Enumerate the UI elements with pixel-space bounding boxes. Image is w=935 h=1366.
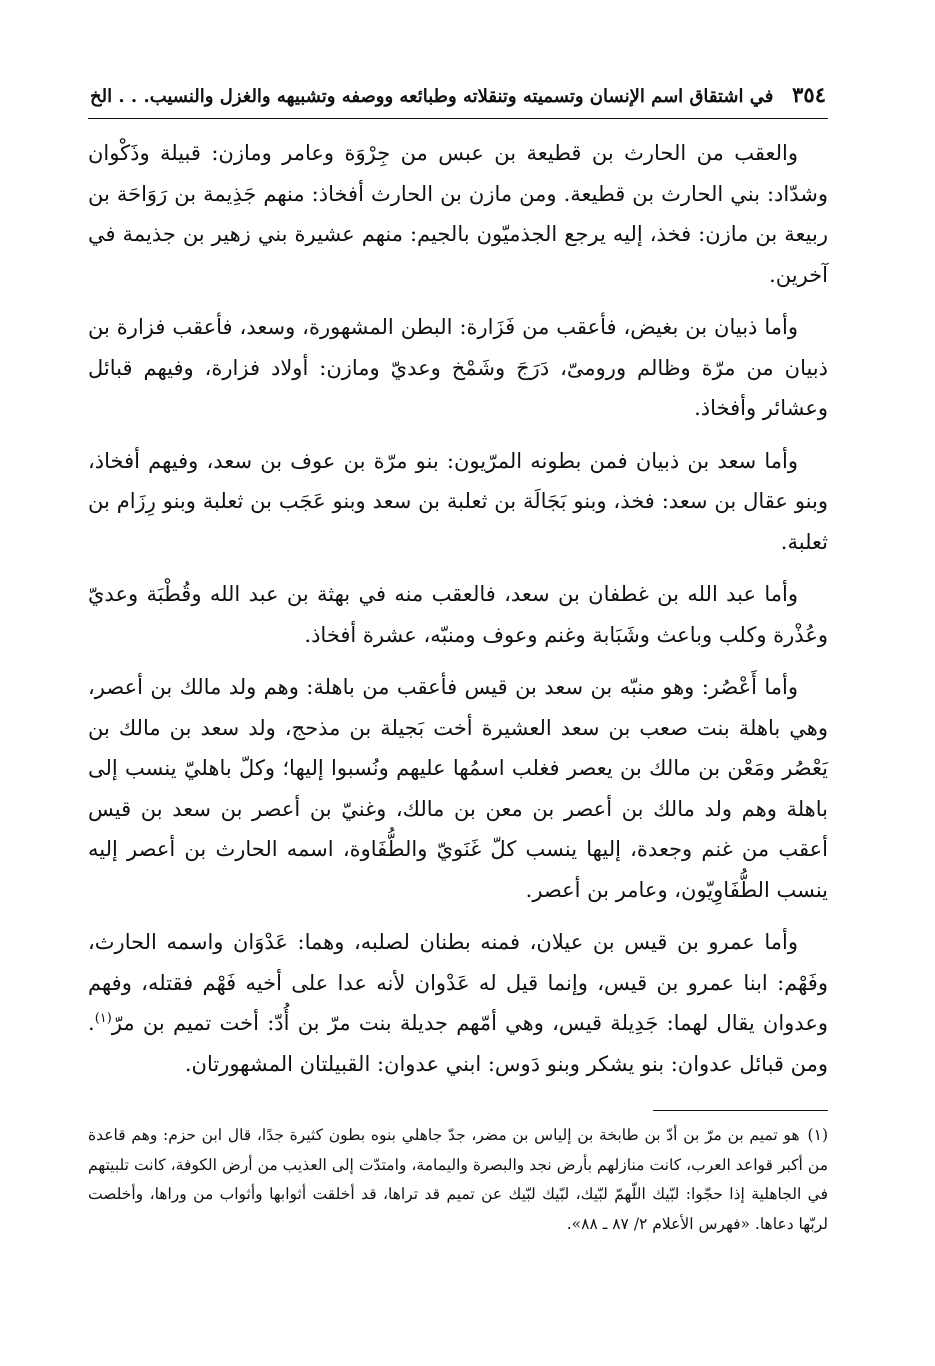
paragraph [88,922,828,1084]
paragraph-text: وأما عمرو بن قيس بن عيلان، فمنه بطنان لصلبه، وهما: عَدْوَان واسمه الحارث، وفَهْم: ابنا عمرو بن قيس، وإنما قيل له عَدْوان لأنه عدا على أخيه فَهْم فقتله، وفهم وعدوان يقال لهما: جَدِيلة قيس، وهي أمّهم جديلة بنت مرّ بن أُدّ: أخت تميم بن مرّ [88,930,828,1035]
paragraph: وأما سعد بن ذبيان فمن بطونه المرّيون: بنو مرّة بن عوف بن سعد، وفيهم أفخاذ، وبنو عقال بن سعد: فخذ، وبنو بَجَالَة بن ثعلبة بن سعد وبنو عَجَب بن ثعلبة وبنو رِزَام بن ثعلبة. [88,448,828,554]
paragraph: وأما أَعْصُر: وهو منبّه بن سعد بن قيس فأعقب من باهلة: وهم ولد مالك بن أعصر، وهي باهلة بنت صعب بن سعد العشيرة أخت بَجيلة بن مذحج، ولد سعد بن مالك بن يَعْصُر ومَعْن بن مالك بن يعصر فغلب اسمُها عليهم ونُسبوا إليها؛ وكلّ باهليّ ينسب إلى باهلة وهم ولد مالك بن أعصر بن معن بن مالك، وغنيّ بن أعصر بن سعد بن قيس أعقب من غنم وجعدة، إليها ينسب كلّ غَنَويّ والطُّفَاوة، اسمه الحارث بن أعصر إليه ينسب الطُّفَاوِيّون، وعامر بن أعصر. [88,675,828,902]
chapter-title: في اشتقاق اسم الإنسان وتسميته وتنقلاته وطبائعه ووصفه وتشبيهه والغزل والنسيب. . . الخ [90,86,774,107]
page-number: ٣٥٤ [792,82,826,107]
footnote-marker: (١) [807,1126,828,1144]
running-header [88,78,828,119]
main-text [88,133,828,1084]
paragraph-text: . ومن قبائل عدوان: بنو يشكر وبنو دَوس: ابني عدوان: القبيلتان المشهورتان. [88,1011,828,1076]
footnote-divider [653,1110,828,1111]
footnote-reference[interactable]: (١) [94,1011,112,1026]
paragraph: والعقب من الحارث بن قطيعة بن عبس من جِرْوَة وعامر ومازن: قبيلة وذَكْوان وشدّاد: بني الحارث بن قطيعة. ومن مازن بن الحارث أفخاذ: منهم جَذِيمة بن رَوَاحَة بن ربيعة بن مازن: فخذ، إليه يرجع الجذميّون بالجيم: منهم عشيرة بني زهير بن جذيمة في آخرين. [88,141,828,287]
footnote [88,1121,828,1239]
paragraph: وأما عبد الله بن غطفان بن سعد، فالعقب منه في بهثة بن عبد الله وقُطْبَة وعديّ وعُذْرة وكلب وباعث وشَبَابة وغنم وعوف ومنبّه، عشرة أفخاذ. [88,582,828,647]
book-page [88,78,828,1239]
footnote-text: هو تميم بن مرّ بن أدّ بن طابخة بن إلياس بن مضر، جدّ جاهلي بنوه بطون كثيرة جدًا، قال ابن حزم: وهم قاعدة من أكبر قواعد العرب، كانت منازلهم بأرض نجد والبصرة واليمامة، وامتدّت إلى العذيب من أرض الكوفة، كانت تلبيتهم في الجاهلية إذا حجّوا: لبّيك اللّهمّ لبّيك، لبّيك لبّيك عن تميم قد تراها، قد أخلقت أثوابها وأثواب من وراها، وأخلصت لربّها دعاها. «فهرس الأعلام ٢/ ٨٧ ـ ٨٨». [88,1126,828,1233]
paragraph: وأما ذبيان بن بغيض، فأعقب من فَزَارة: البطن المشهورة، وسعد، فأعقب فزارة بن ذبيان من مرّة وظالم ورومىّ، دَرَجَ وشَمْخ وعديّ ومازن: أولاد فزارة، وفيهم قبائل وعشائر وأفخاذ. [88,315,828,420]
